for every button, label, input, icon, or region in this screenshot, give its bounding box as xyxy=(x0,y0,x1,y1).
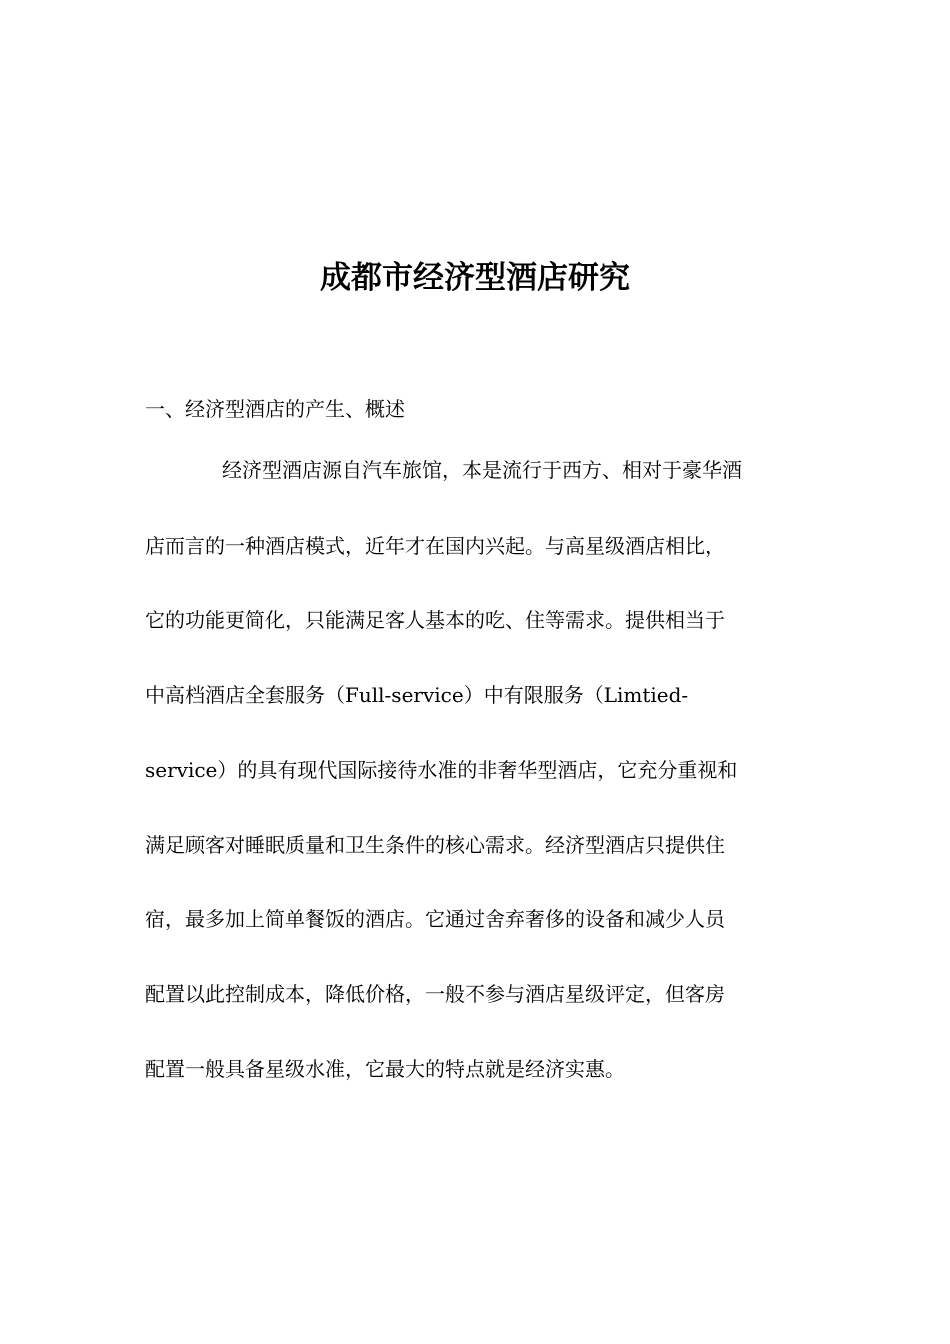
paragraph-line-6: 满足顾客对睡眠质量和卫生条件的核心需求。经济型酒店只提供住 xyxy=(145,833,725,857)
paragraph-line-4: 中高档酒店全套服务（Full-service）中有限服务（Limtied- xyxy=(145,683,689,707)
document-title: 成都市经济型酒店研究 xyxy=(320,260,630,296)
paragraph-line-7: 宿，最多加上简单餐饭的酒店。它通过舍弃奢侈的设备和减少人员 xyxy=(145,907,725,931)
paragraph-line-2: 店而言的一种酒店模式，近年才在国内兴起。与高星级酒店相比， xyxy=(145,534,725,558)
paragraph-line-9: 配置一般具备星级水准，它最大的特点就是经济实惠。 xyxy=(145,1057,625,1081)
paragraph-line-5: service）的具有现代国际接待水准的非奢华型酒店，它充分重视和 xyxy=(145,758,738,782)
paragraph-line-1: 经济型酒店源自汽车旅馆，本是流行于西方、相对于豪华酒 xyxy=(222,458,742,482)
section-heading: 一、经济型酒店的产生、概述 xyxy=(145,397,405,421)
paragraph-line-8: 配置以此控制成本，降低价格，一般不参与酒店星级评定，但客房 xyxy=(145,982,725,1006)
paragraph-line-3: 它的功能更简化，只能满足客人基本的吃、住等需求。提供相当于 xyxy=(145,608,725,632)
